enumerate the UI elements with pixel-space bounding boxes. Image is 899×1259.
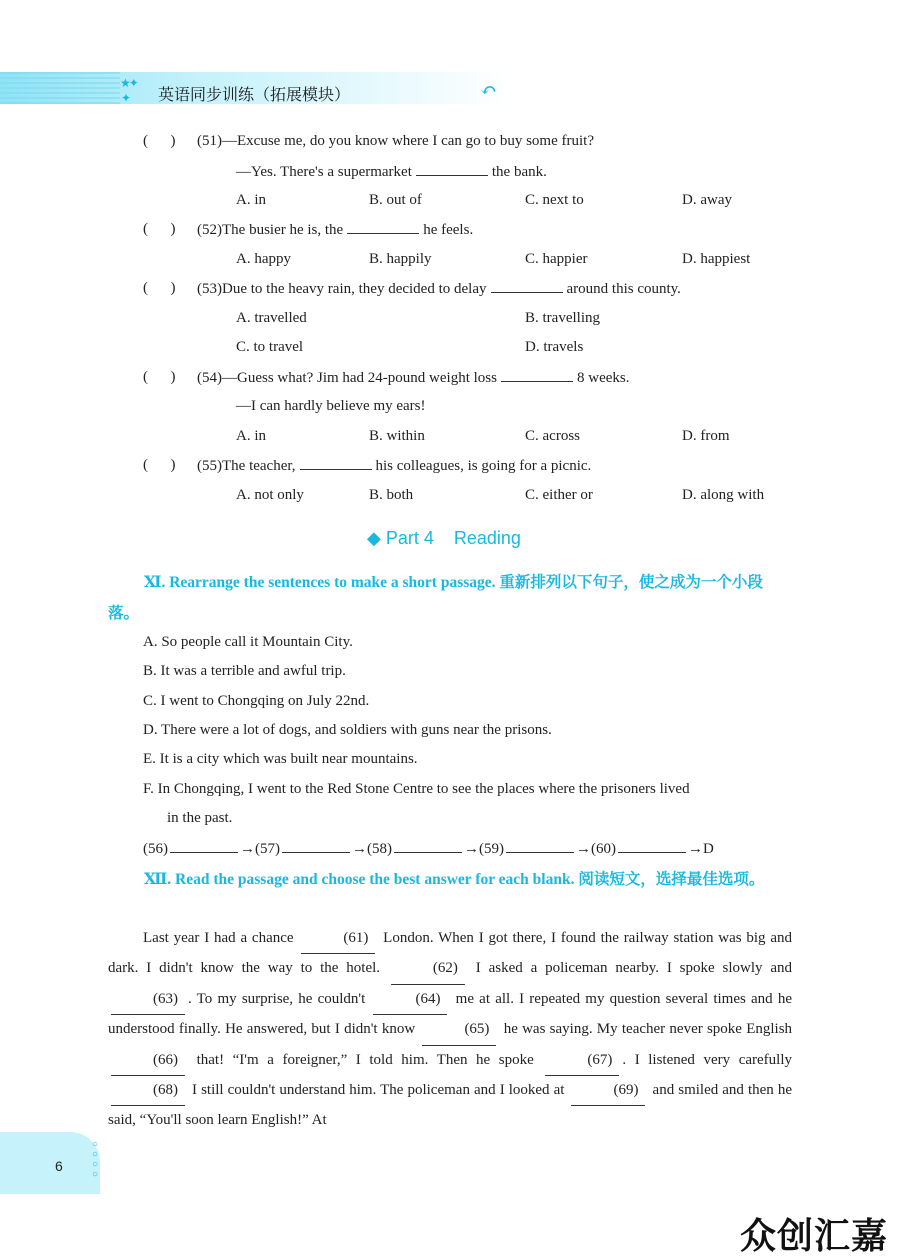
answer-bracket[interactable]: ( ) xyxy=(143,133,176,149)
option-d[interactable]: D. from xyxy=(682,428,730,444)
question-51-line2: —Yes. There's a supermarket the bank. xyxy=(236,164,547,180)
answer-bracket[interactable]: ( ) xyxy=(143,280,176,296)
option-b[interactable]: B. happily xyxy=(369,251,432,267)
list-item: C. I went to Chongqing on July 22nd. xyxy=(143,693,370,709)
question-52: (52)The busier he is, the he feels. xyxy=(197,222,474,238)
blank-66[interactable]: (66) xyxy=(111,1046,185,1076)
list-item: A. So people call it Mountain City. xyxy=(143,634,353,650)
blank-62[interactable]: (62) xyxy=(391,954,465,984)
option-c[interactable]: C. to travel xyxy=(236,339,304,355)
option-d[interactable]: D. happiest xyxy=(682,251,751,267)
list-item: B. It was a terrible and awful trip. xyxy=(143,663,346,679)
option-c[interactable]: C. next to xyxy=(525,192,584,208)
blank-65[interactable]: (65) xyxy=(422,1015,496,1045)
option-a[interactable]: A. not only xyxy=(236,487,304,503)
option-a[interactable]: A. happy xyxy=(236,251,291,267)
blank-64[interactable]: (64) xyxy=(373,985,447,1015)
option-d[interactable]: D. along with xyxy=(682,487,765,503)
answer-bracket[interactable]: ( ) xyxy=(143,457,176,473)
answer-bracket[interactable]: ( ) xyxy=(143,369,176,385)
curl-icon: ↶ xyxy=(480,80,497,102)
watermark: 众创汇嘉 xyxy=(740,1216,889,1257)
option-b[interactable]: B. out of xyxy=(369,192,422,208)
blank-68[interactable]: (68) xyxy=(111,1076,185,1106)
question-53: (53)Due to the heavy rain, they decided to delay around this county. xyxy=(197,281,681,297)
question-54: (54)—Guess what? Jim had 24-pound weight loss 8 weeks. xyxy=(197,370,630,386)
question-54-line2: —I can hardly believe my ears! xyxy=(236,398,426,414)
list-item: F. In Chongqing, I went to the Red Stone Centre to see the places where the prisoners lived xyxy=(143,781,690,797)
list-item-continued: in the past. xyxy=(167,810,233,826)
page-corner xyxy=(0,1132,100,1194)
diamond-icon: ◆ xyxy=(367,528,381,548)
option-b[interactable]: B. within xyxy=(369,428,425,444)
part-heading: ◆ Part 4 Reading xyxy=(367,528,521,548)
option-b[interactable]: B. travelling xyxy=(525,310,600,326)
option-c[interactable]: C. happier xyxy=(525,251,588,267)
blank-67[interactable]: (67) xyxy=(545,1046,619,1076)
option-a[interactable]: A. travelled xyxy=(236,310,307,326)
answer-bracket[interactable]: ( ) xyxy=(143,221,176,237)
option-a[interactable]: A. in xyxy=(236,192,266,208)
option-d[interactable]: D. travels xyxy=(525,339,584,355)
option-b[interactable]: B. both xyxy=(369,487,414,503)
list-item: E. It is a city which was built near mountains. xyxy=(143,751,418,767)
question-55: (55)The teacher, his colleagues, is going for a picnic. xyxy=(197,458,592,474)
page-header-title: 英语同步训练（拓展模块） xyxy=(158,85,351,104)
option-a[interactable]: A. in xyxy=(236,428,266,444)
section-12-title: Ⅻ. Read the passage and choose the best answer for each blank. 阅读短文，选择最佳选项。 xyxy=(144,870,765,888)
page-number: 6 xyxy=(55,1158,63,1174)
question-51: (51)—Excuse me, do you know where I can go to buy some fruit? xyxy=(197,133,594,149)
option-d[interactable]: D. away xyxy=(682,192,732,208)
blank-63[interactable]: (63) xyxy=(111,985,185,1015)
blank-61[interactable]: (61) xyxy=(301,924,375,954)
section-11-title: Ⅺ. Rearrange the sentences to make a short passage. 重新排列以下句子，使之成为一个小段落。 xyxy=(108,573,763,622)
option-c[interactable]: C. either or xyxy=(525,487,593,503)
option-c[interactable]: C. across xyxy=(525,428,580,444)
list-item: D. There were a lot of dogs, and soldiers with guns near the prisons. xyxy=(143,722,552,738)
order-answer-row: (56) →(57) →(58) →(59) →(60) →D xyxy=(143,841,714,857)
dots-icon: ○ ○ ○ ○ xyxy=(92,1139,99,1180)
star-icon: ★✦ ✦ xyxy=(120,76,137,105)
blank-69[interactable]: (69) xyxy=(571,1076,645,1106)
reading-passage: Last year I had a chance (61) London. When I got there, I found the railway station was big and dark. I didn't know the way to the hotel. (62) I asked a policeman nearby. I spoke slowly and (63) . To my surprise, he couldn't (64) me at all. I repeated my question several times and he understood finally. He answered, but I didn't know (65) he was saying. My teacher never spoke English (66) that! “I'm a foreigner,” I told him. Then he spoke (67) . I listened very carefully (68) I still couldn't understand him. The policeman and I looked at (69) and smiled and then he said, “You'll soon learn English!” At xyxy=(108,924,792,1136)
